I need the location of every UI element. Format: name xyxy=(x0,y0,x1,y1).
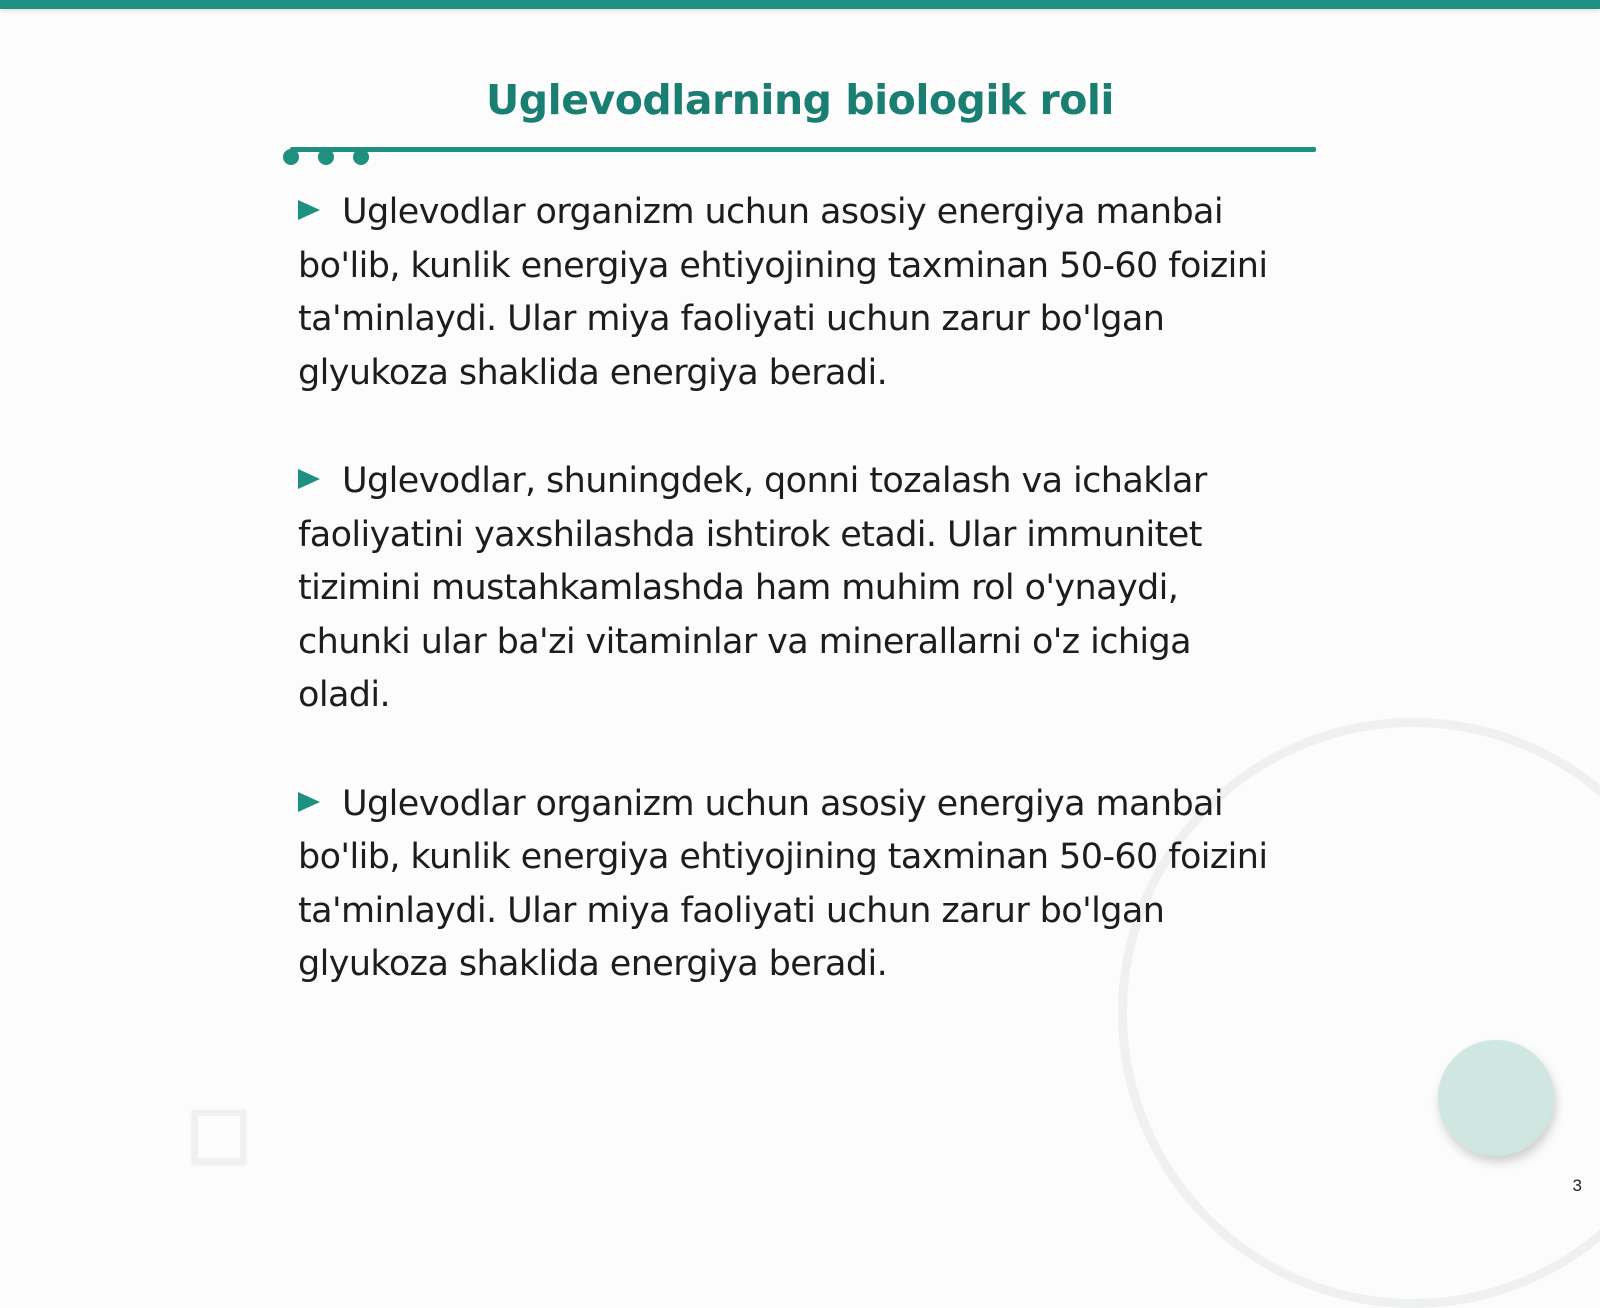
top-accent-bar xyxy=(0,0,1600,9)
decorative-dot xyxy=(318,149,334,165)
triangle-right-icon xyxy=(298,792,320,812)
bullet-item xyxy=(298,186,1278,400)
decorative-circle-filled xyxy=(1438,1040,1554,1156)
decorative-square xyxy=(192,1110,246,1164)
bullet-text: Uglevodlar organizm uchun asosiy energiya manbai bo'lib, kunlik energiya ehtiyojining taxminan 50-60 foizini ta'minlaydi. Ular miya faoliyati uchun zarur bo'lgan glyukoza shaklida energiya beradi. xyxy=(298,783,1268,984)
decorative-dot xyxy=(353,149,369,165)
bullet-item xyxy=(298,455,1278,723)
bullet-item xyxy=(298,778,1278,992)
title-underline xyxy=(290,147,1316,152)
triangle-right-icon xyxy=(298,469,320,489)
bullet-text: Uglevodlar, shuningdek, qonni tozalash va ichaklar faoliyatini yaxshilashda ishtirok etadi. Ular immunitet tizimini mustahkamlashda ham muhim rol o'ynaydi, chunki ular ba'zi vitaminlar va minerallarni o'z ichiga oladi. xyxy=(298,461,1207,715)
bullet-list xyxy=(298,186,1278,1047)
decorative-dot xyxy=(283,149,299,165)
slide-title: Uglevodlarning biologik roli xyxy=(486,76,1114,124)
triangle-right-icon xyxy=(298,200,320,220)
page-number: 3 xyxy=(1572,1176,1582,1195)
bullet-text: Uglevodlar organizm uchun asosiy energiya manbai bo'lib, kunlik energiya ehtiyojining taxminan 50-60 foizini ta'minlaydi. Ular miya faoliyati uchun zarur bo'lgan glyukoza shaklida energiya beradi. xyxy=(298,192,1268,393)
